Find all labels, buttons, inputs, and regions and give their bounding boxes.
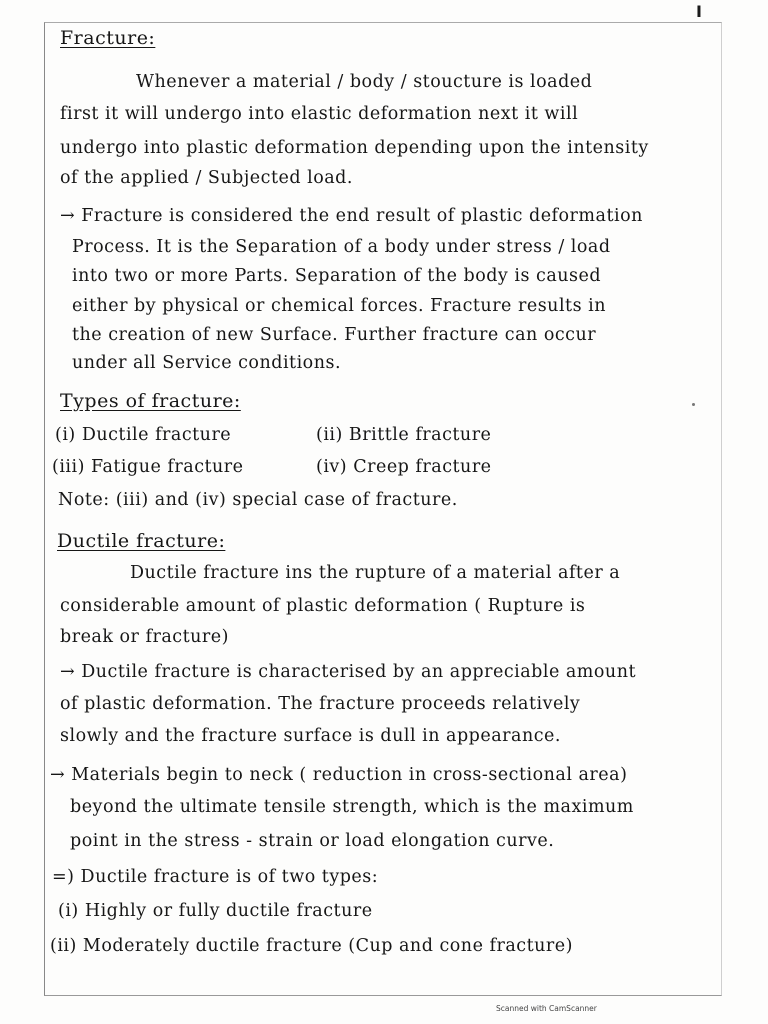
text-line: Ductile fracture ins the rupture of a material after a [130,563,621,583]
text-line: point in the stress - strain or load elongation curve. [70,831,555,851]
list-item: (ii) Moderately ductile fracture (Cup and cone fracture) [50,936,573,956]
heading-types-of-fracture: Types of fracture: [60,390,241,412]
text-line: slowly and the fracture surface is dull in appearance. [60,726,561,746]
text-line: → Ductile fracture is characterised by an appreciable amount [60,662,637,682]
text-line: =) Ductile fracture is of two types: [52,867,379,887]
text-line: considerable amount of plastic deformation ( Rupture is [60,596,586,616]
list-item: (i) Ductile fracture [55,425,232,445]
text-line: under all Service conditions. [72,353,342,373]
ink-dot [692,403,695,406]
list-item: (i) Highly or fully ductile fracture [58,901,373,921]
list-item: (ii) Brittle fracture [316,425,492,445]
page-number: I [696,2,702,21]
title-fracture: Fracture: [60,27,156,49]
text-line: Process. It is the Separation of a body under stress / load [72,237,611,257]
text-line: the creation of new Surface. Further fracture can occur [72,325,597,345]
text-line: first it will undergo into elastic deformation next it will [60,104,579,124]
text-line: beyond the ultimate tensile strength, which is the maximum [70,797,634,817]
text-line: → Fracture is considered the end result of plastic deformation [60,206,643,226]
text-line: → Materials begin to neck ( reduction in cross-sectional area) [50,765,628,785]
text-line: Whenever a material / body / stoucture is loaded [136,72,593,92]
list-item: (iv) Creep fracture [316,457,492,477]
text-line: into two or more Parts. Separation of the body is caused [72,266,602,286]
text-line: Note: (iii) and (iv) special case of fracture. [58,490,458,510]
text-line: break or fracture) [60,627,229,647]
text-line: either by physical or chemical forces. Fracture results in [72,296,606,316]
heading-ductile-fracture: Ductile fracture: [57,530,226,552]
text-line: undergo into plastic deformation depending upon the intensity [60,138,649,158]
text-line: of the applied / Subjected load. [60,168,353,188]
scanner-watermark: Scanned with CamScanner [496,1004,597,1013]
text-line: of plastic deformation. The fracture proceeds relatively [60,694,581,714]
list-item: (iii) Fatigue fracture [52,457,244,477]
